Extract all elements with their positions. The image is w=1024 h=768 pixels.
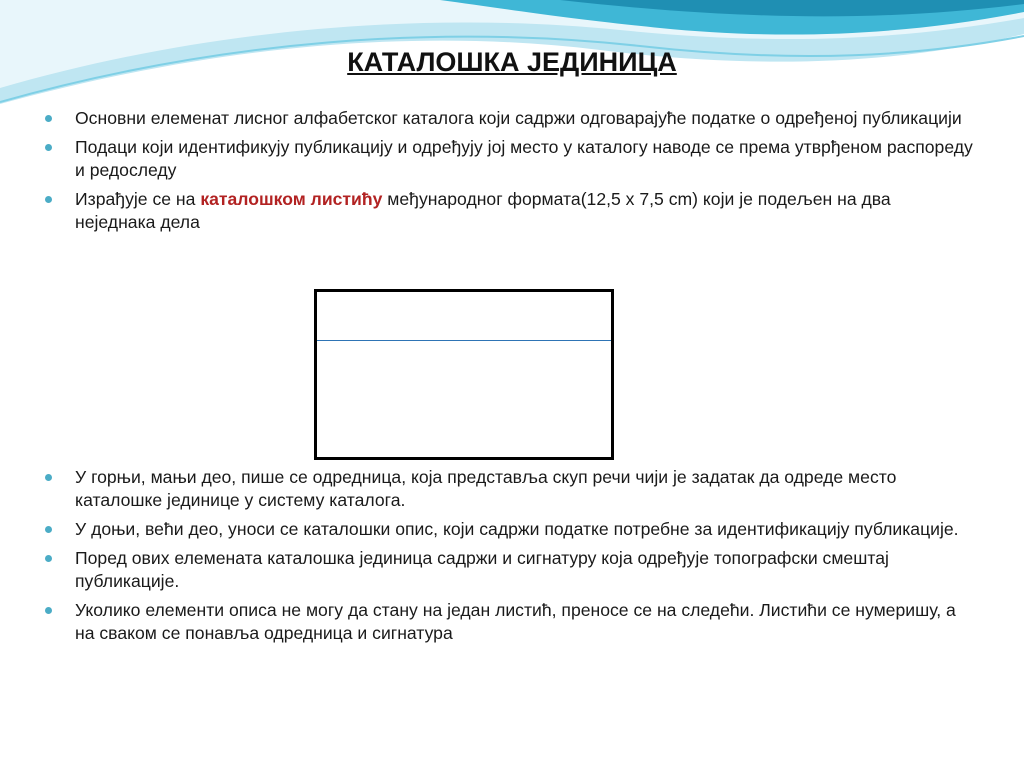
list-item	[44, 547, 974, 593]
bullet-text: Поред ових елемената каталошка јединица садржи и сигнатуру која одређује топографски смештај публикације.	[75, 548, 889, 591]
list-item	[44, 188, 974, 234]
bullet-dot-icon	[45, 555, 52, 562]
bullet-dot-icon	[45, 144, 52, 151]
bullet-dot-icon	[45, 115, 52, 122]
bullet-dot-icon	[45, 474, 52, 481]
bullet-text: Уколико елементи описа не могу да стану на један листић, преносе се на следећи. Листићи се нумеришу, а на сваком се понавља одредница и сигнатура	[75, 600, 956, 643]
list-item	[44, 599, 974, 645]
bullet-list-top	[44, 107, 974, 240]
bullet-text: Основни елеменат лисног алфабетског каталога који садржи одговарајуће податке о одређеној публикацији	[75, 108, 962, 128]
card-divider-line	[317, 340, 611, 341]
bullet-dot-icon	[45, 526, 52, 533]
bullet-text: У горњи, мањи део, пише се одредница, која представља скуп речи чији је задатак да одреде место каталошке јединице у систему каталога.	[75, 467, 897, 510]
list-item	[44, 136, 974, 182]
catalog-card-emphasis: каталошком листићу	[200, 189, 383, 209]
bullet-list-bottom	[44, 466, 974, 651]
list-item	[44, 466, 974, 512]
list-item	[44, 107, 974, 130]
catalog-card-diagram	[314, 289, 614, 460]
list-item	[44, 518, 974, 541]
bullet-text: Подаци који идентификују публикацију и одређују јој место у каталогу наводе се према утврђеном распореду и редоследу	[75, 137, 973, 180]
slide-title: КАТАЛОШКА ЈЕДИНИЦА	[347, 47, 677, 77]
bullet-text-after: међународног формата(12,5 х 7,5 cm) који је подељен на два неједнака дела	[75, 189, 891, 232]
bullet-text-before: Израђује се на	[75, 189, 201, 209]
bullet-text: У доњи, већи део, уноси се каталошки опис, који садржи податке потребне за идентификацију публикације.	[75, 519, 959, 539]
bullet-dot-icon	[45, 607, 52, 614]
bullet-dot-icon	[45, 196, 52, 203]
